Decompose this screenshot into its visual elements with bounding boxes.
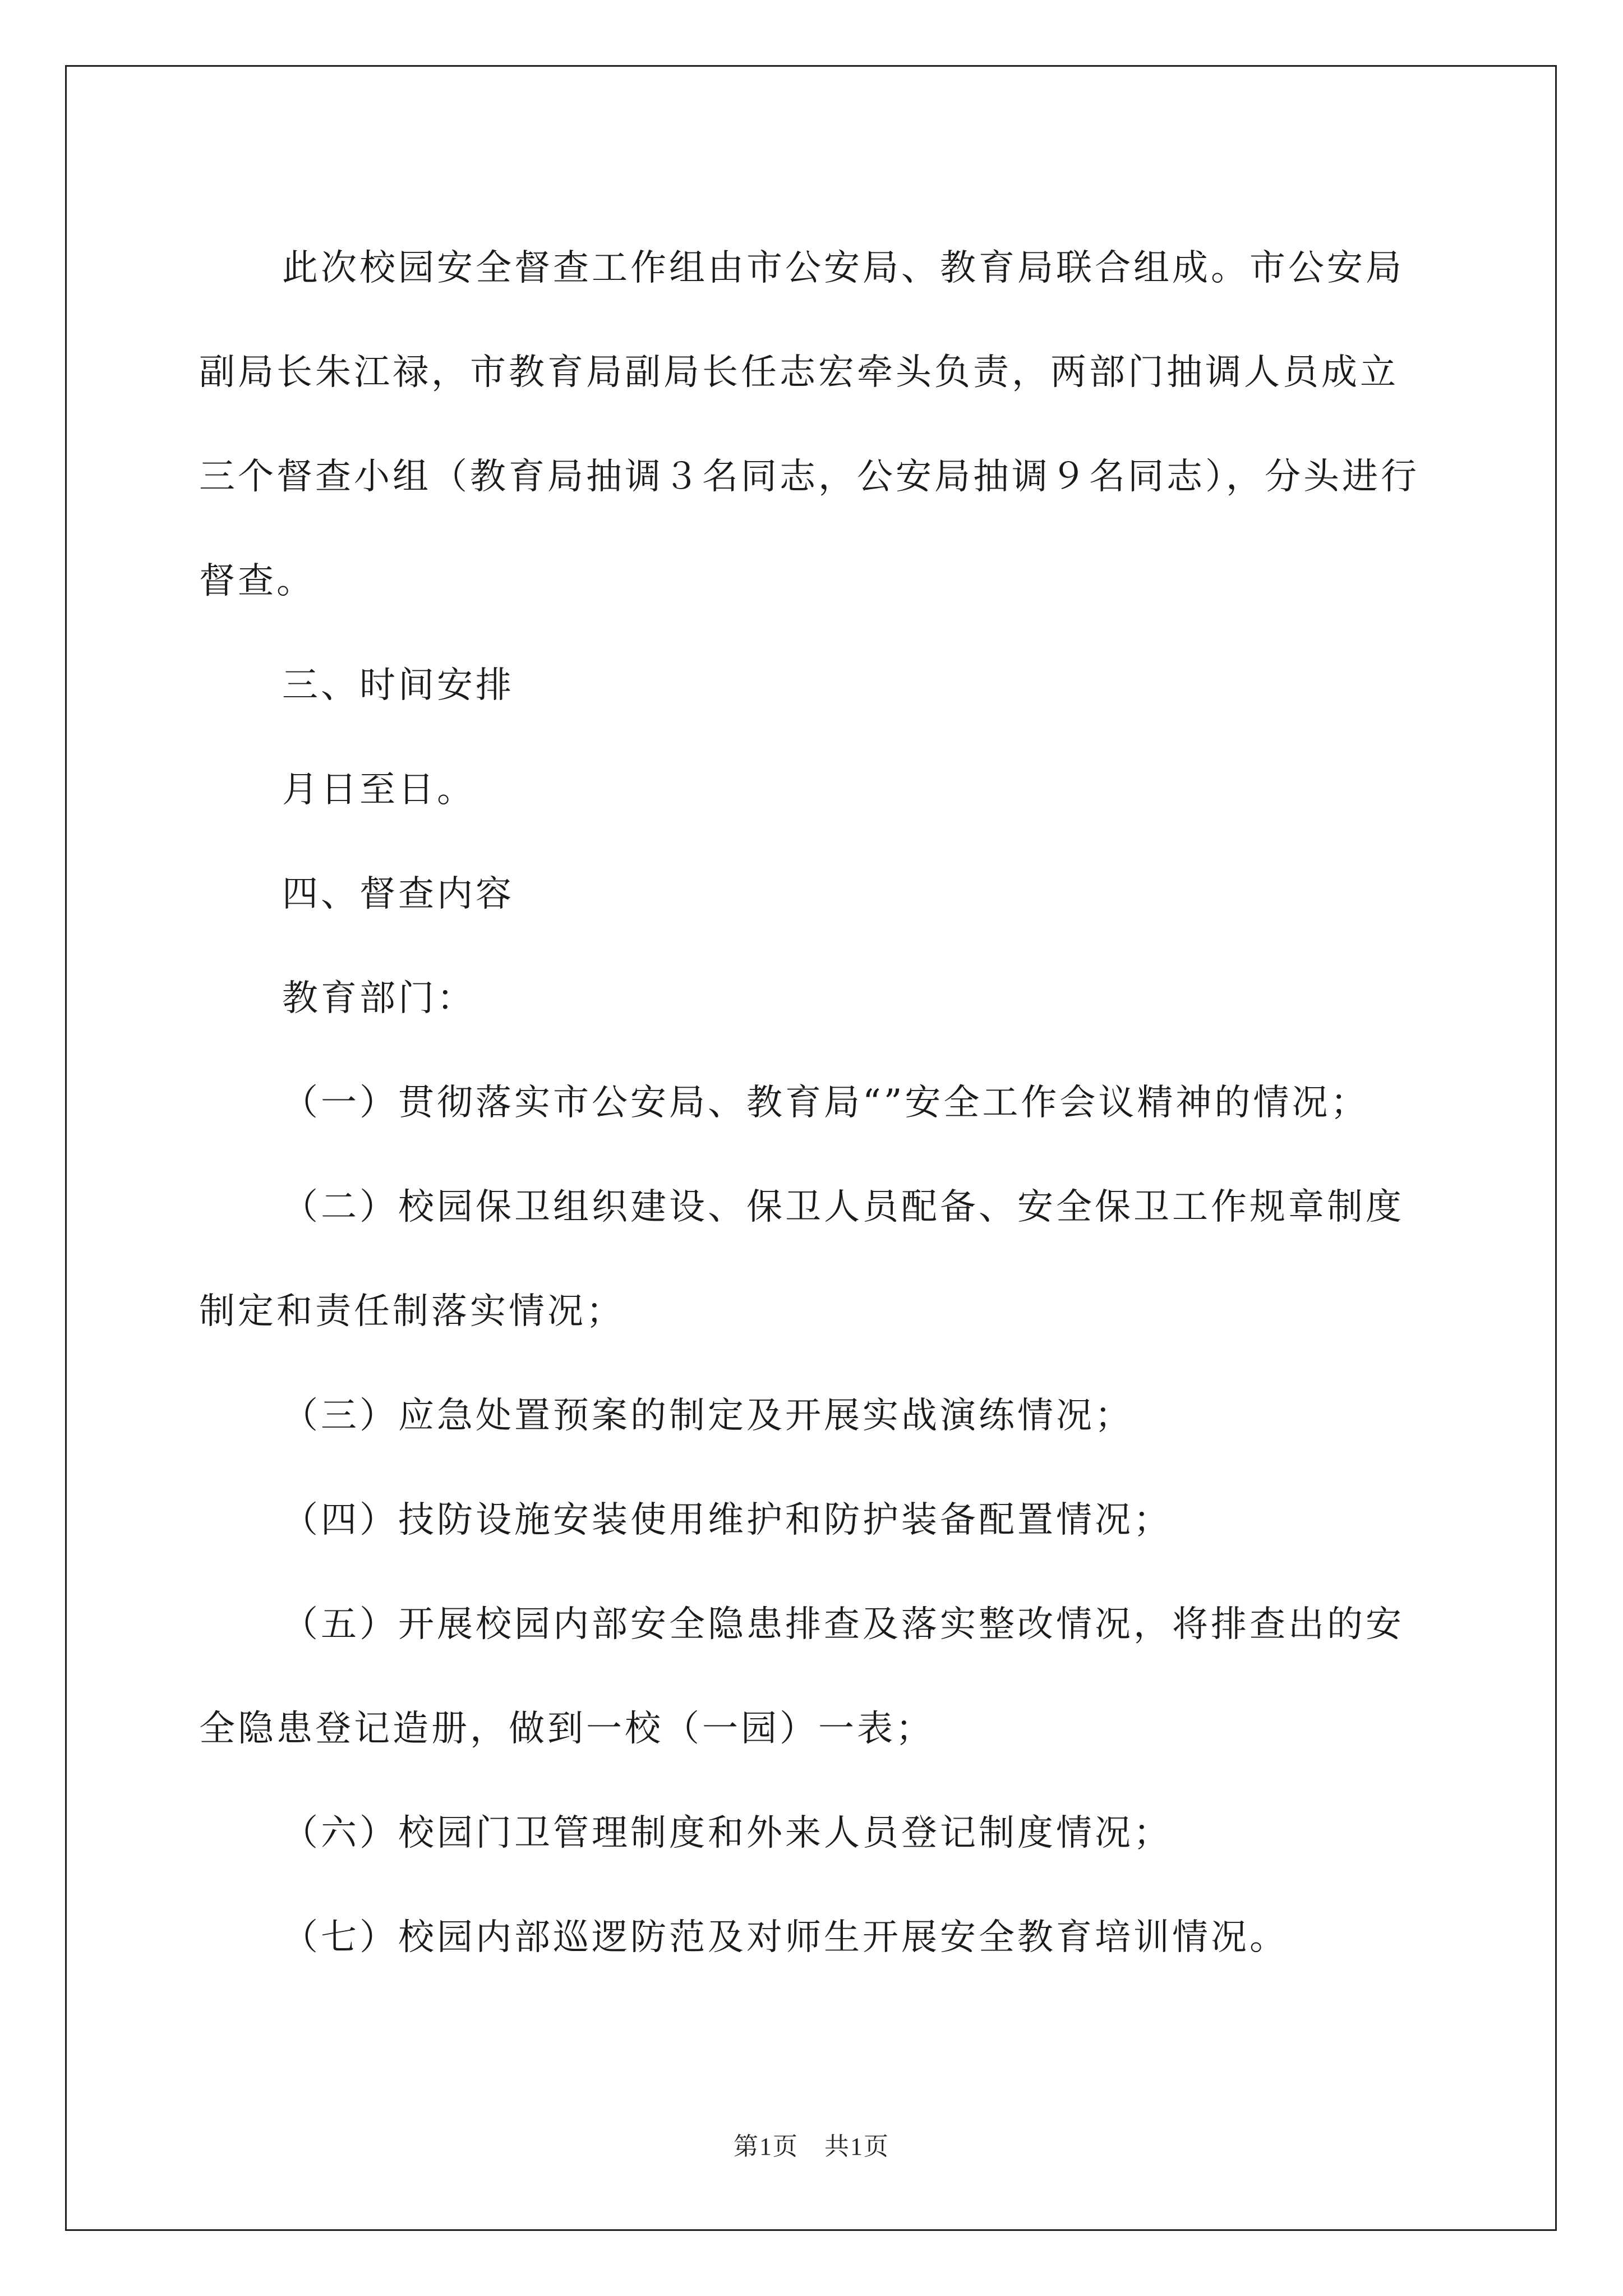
list-item-1: （一）贯彻落实市公安局、教育局“”安全工作会议精神的情况；: [282, 1082, 1370, 1124]
list-item-5: （五）开展校园内部安全隐患排查及落实整改情况，将排查出的安全隐患登记造册，做到一校（一园）一表；: [199, 1604, 1404, 1750]
heading-inspection-content: 四、督查内容: [282, 873, 514, 915]
page-number-footer: 第1页 共1页: [734, 2133, 889, 2160]
list-item-7: （七）校园内部巡逻防范及对师生开展安全教育培训情况。: [282, 1917, 1288, 1958]
paragraph-education-dept: 教育部门：: [282, 978, 476, 1019]
document-body: [199, 216, 1427, 1990]
list-item-4: （四）技防设施安装使用维护和防护装备配置情况；: [282, 1499, 1172, 1541]
paragraph-dates: 月日至日。: [282, 769, 476, 811]
list-item-6: （六）校园门卫管理制度和外来人员登记制度情况；: [282, 1812, 1172, 1854]
list-item-3: （三）应急处置预案的制定及开展实战演练情况；: [282, 1395, 1133, 1437]
list-item-2: （二）校园保卫组织建设、保卫人员配备、安全保卫工作规章制度制定和责任制落实情况；: [199, 1186, 1404, 1332]
paragraph-work-group: 此次校园安全督查工作组由市公安局、教育局联合组成。市公安局副局长朱江禄，市教育局副局长任志宏牵头负责，两部门抽调人员成立三个督查小组（教育局抽调３名同志，公安局抽调９名同志），分头进行督查。: [199, 247, 1419, 602]
heading-time-arrangement: 三、时间安排: [282, 665, 514, 706]
